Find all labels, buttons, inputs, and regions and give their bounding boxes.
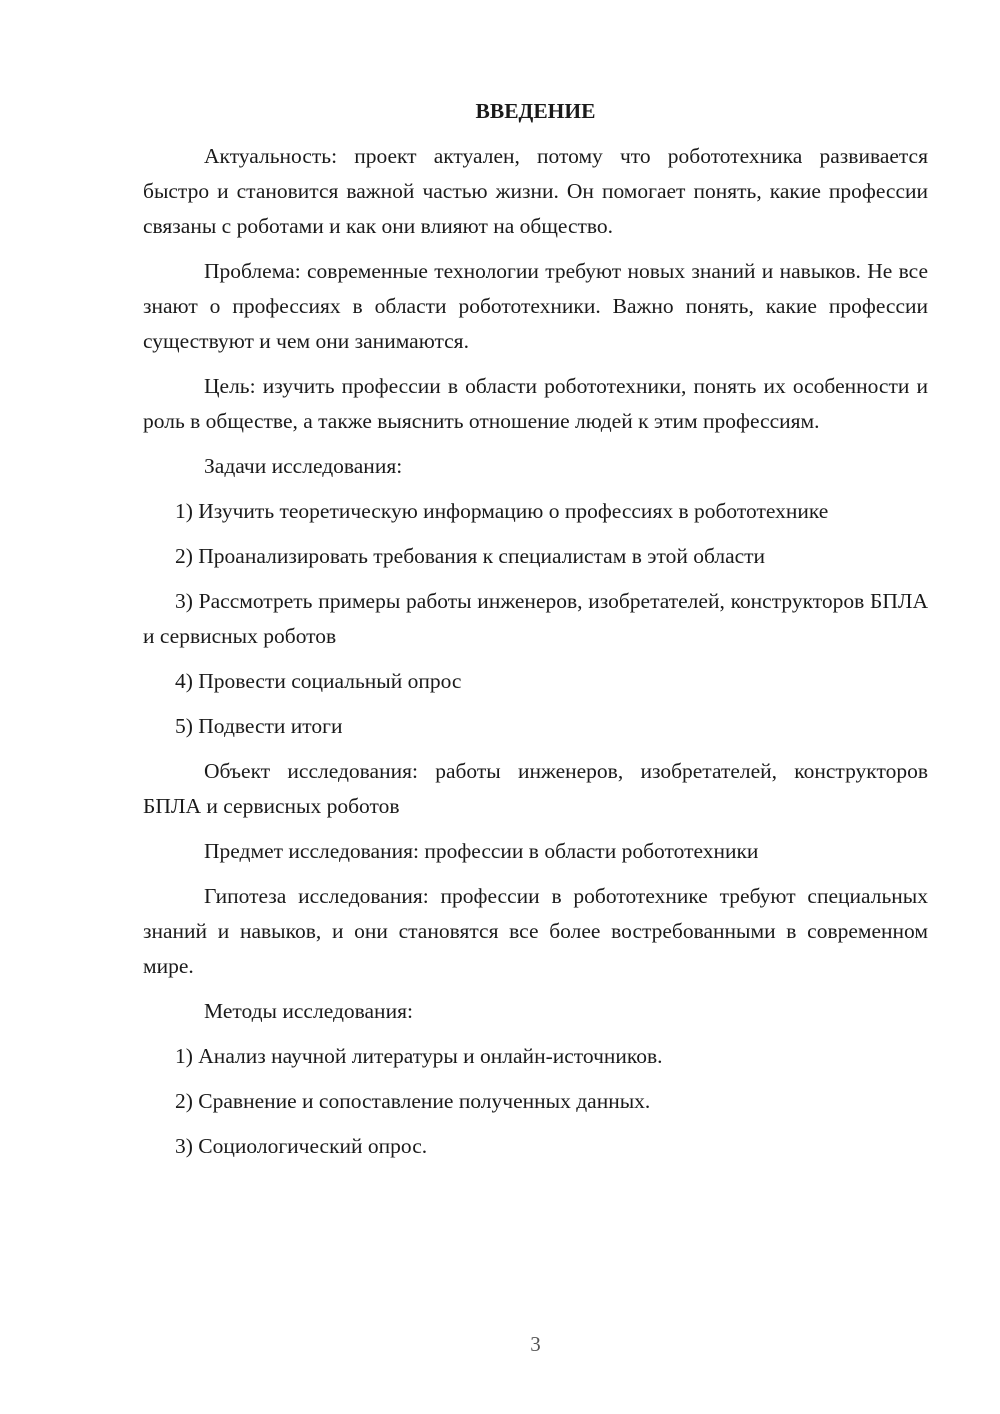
paragraph-problem: Проблема: современные технологии требуют новых знаний и навыков. Не все знают о профессиях в области робототехники. Важно понять, какие профессии существуют и чем они занимаются. xyxy=(143,259,928,353)
paragraph-goal: Цель: изучить профессии в области робототехники, понять их особенности и роль в обществе, а также выяснить отношение людей к этим профессиям. xyxy=(143,374,928,433)
list-item-method-3: 3) Социологический опрос. xyxy=(175,1134,428,1158)
paragraph-relevance: Актуальность: проект актуален, потому что робототехника развивается быстро и становится важной частью жизни. Он помогает понять, какие профессии связаны с роботами и как они влияют на общество. xyxy=(143,144,928,238)
list-item-task-1: 1) Изучить теоретическую информацию о профессиях в робототехнике xyxy=(175,499,829,523)
list-item-task-4: 4) Провести социальный опрос xyxy=(175,669,462,693)
section-title: ВВЕДЕНИЕ xyxy=(475,99,596,123)
list-item-task-3: 3) Рассмотреть примеры работы инженеров, изобретателей, конструкторов БПЛА и сервисных роботов xyxy=(143,589,928,648)
document-page xyxy=(143,94,928,1174)
paragraph-methods-heading: Методы исследования: xyxy=(204,999,413,1023)
list-item-task-5: 5) Подвести итоги xyxy=(175,714,343,738)
paragraph-hypothesis: Гипотеза исследования: профессии в робототехнике требуют специальных знаний и навыков, и они становятся все более востребованными в современном мире. xyxy=(143,884,928,978)
paragraph-tasks-heading: Задачи исследования: xyxy=(204,454,403,478)
list-item-method-1: 1) Анализ научной литературы и онлайн-источников. xyxy=(175,1044,663,1068)
list-item-method-2: 2) Сравнение и сопоставление полученных данных. xyxy=(175,1089,651,1113)
paragraph-subject: Предмет исследования: профессии в области робототехники xyxy=(204,839,759,863)
page-number: 3 xyxy=(530,1332,541,1356)
paragraph-object: Объект исследования: работы инженеров, изобретателей, конструкторов БПЛА и сервисных роботов xyxy=(143,759,928,818)
list-item-task-2: 2) Проанализировать требования к специалистам в этой области xyxy=(175,544,766,568)
